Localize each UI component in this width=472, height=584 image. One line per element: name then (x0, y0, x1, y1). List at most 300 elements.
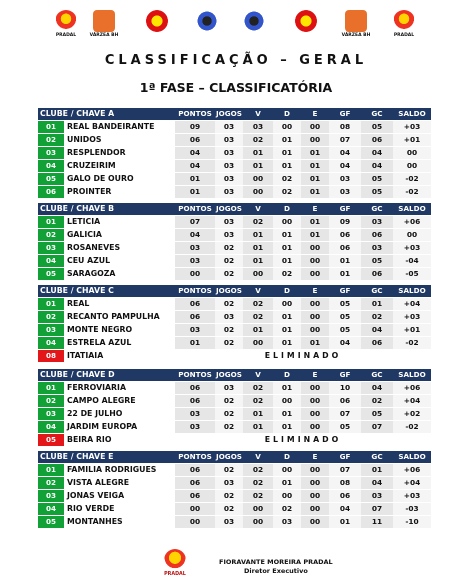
stat-cell: 03 (215, 229, 243, 242)
stat-cell: 03 (175, 255, 215, 268)
club-name: FAMILIA RODRIGUES (64, 464, 175, 477)
club-name: RESPLENDOR (64, 147, 175, 160)
stat-cell: 06 (175, 490, 215, 503)
stat-cell: 01 (301, 160, 329, 173)
stat-cell: 01 (273, 134, 301, 147)
stat-cell: 06 (175, 311, 215, 324)
group-table (38, 285, 431, 363)
group-title: CLUBE / CHAVE D (38, 369, 175, 382)
stat-cell: 03 (243, 121, 273, 134)
sponsor-logo-caption: PRADAL (55, 33, 77, 38)
stat-cell: 03 (175, 242, 215, 255)
stat-cell: 01 (273, 477, 301, 490)
stat-cell: 07 (361, 421, 393, 434)
stat-cell: 00 (273, 298, 301, 311)
sponsor-logo-caption: PRADAL (393, 33, 415, 38)
group-title: CLUBE / CHAVE E (38, 451, 175, 464)
table-row (38, 311, 431, 324)
club-name: REAL (64, 298, 175, 311)
stat-cell: 02 (215, 421, 243, 434)
stat-cell: 04 (175, 229, 215, 242)
stat-cell: 01 (301, 147, 329, 160)
club-name: ESTRELA AZUL (64, 337, 175, 350)
stat-cell: +03 (393, 311, 431, 324)
stat-cell: 03 (329, 173, 361, 186)
stat-cell: 02 (273, 503, 301, 516)
stat-cell: 07 (361, 503, 393, 516)
group-table (38, 451, 431, 529)
position-cell: 05 (38, 434, 64, 447)
table-row (38, 186, 431, 199)
stat-cell: 00 (393, 160, 431, 173)
column-header: GF (329, 285, 361, 298)
table-row (38, 324, 431, 337)
sponsor-logo-caption: VÁRZEA BH (89, 33, 119, 38)
table-row (38, 229, 431, 242)
stat-cell: 06 (175, 477, 215, 490)
column-header: E (301, 203, 329, 216)
stat-cell: -10 (393, 516, 431, 529)
position-cell: 04 (38, 160, 64, 173)
stat-cell: 03 (361, 242, 393, 255)
stat-cell: 00 (301, 490, 329, 503)
position-cell: 04 (38, 503, 64, 516)
table-row (38, 268, 431, 281)
stat-cell: 06 (329, 242, 361, 255)
stat-cell: 01 (301, 337, 329, 350)
stat-cell: 03 (215, 311, 243, 324)
sponsor-logo (193, 10, 221, 42)
stat-cell: 03 (215, 121, 243, 134)
stat-cell: 01 (273, 408, 301, 421)
stat-cell: 06 (361, 268, 393, 281)
table-row (38, 160, 431, 173)
stat-cell: +03 (393, 490, 431, 503)
position-cell: 02 (38, 311, 64, 324)
stat-cell: 01 (301, 173, 329, 186)
table-row (38, 216, 431, 229)
table-row (38, 255, 431, 268)
group-title: CLUBE / CHAVE B (38, 203, 175, 216)
stat-cell: +01 (393, 324, 431, 337)
stat-cell: 03 (361, 216, 393, 229)
position-cell: 01 (38, 464, 64, 477)
position-cell: 04 (38, 337, 64, 350)
stat-cell: 07 (329, 408, 361, 421)
club-name: MONTANHES (64, 516, 175, 529)
stat-cell: 00 (301, 516, 329, 529)
stat-cell: 00 (243, 337, 273, 350)
stat-cell: 03 (215, 134, 243, 147)
group-header-row (38, 203, 431, 216)
stat-cell: 00 (301, 311, 329, 324)
stat-cell: -02 (393, 186, 431, 199)
stat-cell: 06 (175, 382, 215, 395)
stat-cell: 06 (175, 134, 215, 147)
stat-cell: 05 (361, 173, 393, 186)
stat-cell: 01 (175, 186, 215, 199)
pradal-ball-icon (164, 549, 186, 571)
position-cell: 08 (38, 350, 64, 363)
stat-cell: 05 (329, 324, 361, 337)
club-name: CEU AZUL (64, 255, 175, 268)
stat-cell: -04 (393, 255, 431, 268)
column-header: JOGOS (215, 369, 243, 382)
stat-cell: 01 (243, 147, 273, 160)
stat-cell: 00 (301, 324, 329, 337)
stat-cell: 06 (175, 464, 215, 477)
column-header: E (301, 369, 329, 382)
column-header: PONTOS (175, 369, 215, 382)
position-cell: 01 (38, 121, 64, 134)
column-header: V (243, 108, 273, 121)
stat-cell: 00 (301, 121, 329, 134)
column-header: GC (361, 369, 393, 382)
stat-cell: 03 (175, 421, 215, 434)
club-name: PROINTER (64, 186, 175, 199)
table-row (38, 395, 431, 408)
stat-cell: 05 (361, 121, 393, 134)
stat-cell: 03 (215, 216, 243, 229)
group-table (38, 108, 431, 199)
stat-cell: 00 (243, 173, 273, 186)
table-row (38, 134, 431, 147)
stat-cell: 00 (301, 134, 329, 147)
table-row (38, 242, 431, 255)
club-name: BEIRA RIO (64, 434, 175, 447)
eliminated-label: ELIMINADO (175, 350, 431, 363)
table-row (38, 408, 431, 421)
club-name: RIO VERDE (64, 503, 175, 516)
column-header: PONTOS (175, 203, 215, 216)
stat-cell: 03 (215, 477, 243, 490)
stat-cell: +06 (393, 382, 431, 395)
group-header-row (38, 108, 431, 121)
sponsor-logo (52, 10, 80, 42)
stat-cell: 02 (215, 242, 243, 255)
liga-crest-icon (146, 10, 168, 32)
stat-cell: 01 (301, 186, 329, 199)
column-header: GF (329, 203, 361, 216)
position-cell: 02 (38, 134, 64, 147)
stat-cell: 00 (273, 216, 301, 229)
signature-role: Diretor Executivo (244, 567, 308, 575)
stat-cell: 06 (329, 490, 361, 503)
stat-cell: 00 (393, 147, 431, 160)
club-name: ROSANEVES (64, 242, 175, 255)
sponsor-logo-caption: VÁRZEA BH (341, 33, 371, 38)
stat-cell: 00 (301, 382, 329, 395)
stat-cell: 01 (301, 229, 329, 242)
stat-cell: 02 (215, 298, 243, 311)
stat-cell: 02 (243, 477, 273, 490)
phase-subtitle: 1ª FASE – CLASSIFICATÓRIA (139, 80, 333, 95)
stat-cell: 03 (215, 382, 243, 395)
stat-cell: 07 (175, 216, 215, 229)
stat-cell: 01 (273, 147, 301, 160)
stat-cell: 00 (273, 121, 301, 134)
stat-cell: 01 (243, 229, 273, 242)
column-header: PONTOS (175, 451, 215, 464)
stat-cell: 04 (329, 160, 361, 173)
stat-cell: 03 (215, 186, 243, 199)
stat-cell: 01 (273, 382, 301, 395)
stat-cell: 01 (243, 408, 273, 421)
stat-cell: 01 (301, 216, 329, 229)
stat-cell: 05 (329, 311, 361, 324)
stat-cell: 00 (243, 516, 273, 529)
stat-cell: 01 (361, 464, 393, 477)
stat-cell: 02 (215, 464, 243, 477)
table-row (38, 490, 431, 503)
stat-cell: 05 (329, 421, 361, 434)
stat-cell: 02 (273, 186, 301, 199)
club-name: JARDIM EUROPA (64, 421, 175, 434)
liga-crest-icon (295, 10, 317, 32)
position-cell: 03 (38, 147, 64, 160)
stat-cell: 01 (329, 516, 361, 529)
stat-cell: +02 (393, 408, 431, 421)
stat-cell: +04 (393, 395, 431, 408)
sponsor-logos (0, 10, 472, 46)
stat-cell: 00 (301, 503, 329, 516)
stat-cell: 04 (361, 382, 393, 395)
stat-cell: 06 (361, 229, 393, 242)
club-name: GALO DE OURO (64, 173, 175, 186)
lion-crest-icon (196, 10, 218, 32)
column-header: E (301, 285, 329, 298)
column-header: SALDO (393, 108, 431, 121)
stat-cell: 00 (301, 408, 329, 421)
column-header: V (243, 203, 273, 216)
position-cell: 04 (38, 421, 64, 434)
stat-cell: 01 (273, 324, 301, 337)
position-cell: 02 (38, 395, 64, 408)
stat-cell: 07 (329, 464, 361, 477)
stat-cell: 00 (301, 464, 329, 477)
stat-cell: 01 (273, 242, 301, 255)
stat-cell: 00 (243, 503, 273, 516)
stat-cell: 02 (361, 311, 393, 324)
column-header: SALDO (393, 451, 431, 464)
column-header: SALDO (393, 369, 431, 382)
column-header: SALDO (393, 285, 431, 298)
group-header-row (38, 369, 431, 382)
group-table (38, 369, 431, 447)
club-name: CRUZEIRIM (64, 160, 175, 173)
club-name: JONAS VEIGA (64, 490, 175, 503)
table-row (38, 516, 431, 529)
stat-cell: 04 (361, 147, 393, 160)
stat-cell: 02 (243, 464, 273, 477)
stat-cell: 01 (243, 255, 273, 268)
column-header: GC (361, 285, 393, 298)
stat-cell: 01 (273, 311, 301, 324)
club-name: REAL BANDEIRANTE (64, 121, 175, 134)
stat-cell: 06 (329, 229, 361, 242)
stat-cell: 00 (273, 464, 301, 477)
stat-cell: 05 (361, 186, 393, 199)
stat-cell: 00 (175, 516, 215, 529)
stat-cell: 01 (273, 160, 301, 173)
stat-cell: 02 (215, 268, 243, 281)
stat-cell: 02 (215, 255, 243, 268)
table-row (38, 350, 431, 363)
stat-cell: 00 (393, 229, 431, 242)
column-header: D (273, 285, 301, 298)
stat-cell: +04 (393, 298, 431, 311)
position-cell: 05 (38, 268, 64, 281)
stat-cell: 06 (175, 395, 215, 408)
club-name: SARAGOZA (64, 268, 175, 281)
stat-cell: 02 (243, 298, 273, 311)
column-header: V (243, 451, 273, 464)
position-cell: 06 (38, 186, 64, 199)
stat-cell: 01 (329, 268, 361, 281)
stat-cell: 02 (273, 268, 301, 281)
column-header: JOGOS (215, 108, 243, 121)
column-header: JOGOS (215, 451, 243, 464)
stat-cell: 01 (273, 421, 301, 434)
column-header: V (243, 369, 273, 382)
sponsor-logo (292, 10, 320, 42)
footer-logo-caption: PRADAL (164, 572, 186, 577)
stat-cell: 02 (215, 503, 243, 516)
club-name: 22 DE JULHO (64, 408, 175, 421)
stat-cell: 03 (215, 160, 243, 173)
stat-cell: 02 (215, 490, 243, 503)
stat-cell: 02 (243, 134, 273, 147)
stat-cell: 02 (215, 324, 243, 337)
column-header: GF (329, 369, 361, 382)
stat-cell: 02 (273, 173, 301, 186)
stat-cell: 03 (215, 516, 243, 529)
table-row (38, 337, 431, 350)
stat-cell: 07 (329, 134, 361, 147)
club-name: CAMPO ALEGRE (64, 395, 175, 408)
column-header: GF (329, 108, 361, 121)
column-header: JOGOS (215, 203, 243, 216)
position-cell: 04 (38, 255, 64, 268)
stat-cell: 01 (273, 229, 301, 242)
column-header: E (301, 451, 329, 464)
stat-cell: +06 (393, 464, 431, 477)
stat-cell: 06 (175, 298, 215, 311)
stat-cell: -02 (393, 337, 431, 350)
stat-cell: 04 (361, 324, 393, 337)
stat-cell: 03 (175, 324, 215, 337)
table-row (38, 464, 431, 477)
position-cell: 05 (38, 173, 64, 186)
column-header: PONTOS (175, 108, 215, 121)
club-name: UNIDOS (64, 134, 175, 147)
column-header: D (273, 108, 301, 121)
stat-cell: 04 (175, 147, 215, 160)
stat-cell: 01 (361, 298, 393, 311)
stat-cell: 00 (301, 268, 329, 281)
position-cell: 01 (38, 382, 64, 395)
position-cell: 05 (38, 516, 64, 529)
table-row (38, 382, 431, 395)
stat-cell: 02 (243, 395, 273, 408)
position-cell: 02 (38, 229, 64, 242)
position-cell: 02 (38, 477, 64, 490)
stat-cell: 02 (215, 395, 243, 408)
stat-cell: 00 (243, 268, 273, 281)
stat-cell: 02 (243, 490, 273, 503)
stat-cell: 09 (329, 216, 361, 229)
group-header-row (38, 451, 431, 464)
stat-cell: 05 (361, 408, 393, 421)
page-title: CLASSIFICAÇÃO – GERAL (104, 53, 368, 68)
club-name: RECANTO PAMPULHA (64, 311, 175, 324)
stat-cell: 02 (215, 337, 243, 350)
stat-cell: 00 (175, 503, 215, 516)
stat-cell: 04 (361, 160, 393, 173)
position-cell: 03 (38, 408, 64, 421)
stat-cell: 04 (329, 147, 361, 160)
stat-cell: 04 (329, 503, 361, 516)
stat-cell: 04 (329, 337, 361, 350)
stat-cell: 03 (215, 147, 243, 160)
column-header: D (273, 369, 301, 382)
stat-cell: 00 (301, 421, 329, 434)
stat-cell: 03 (361, 490, 393, 503)
stat-cell: 01 (243, 160, 273, 173)
table-row (38, 121, 431, 134)
stat-cell: 11 (361, 516, 393, 529)
stat-cell: -03 (393, 503, 431, 516)
stat-cell: 00 (273, 490, 301, 503)
column-header: E (301, 108, 329, 121)
table-row (38, 298, 431, 311)
position-cell: 01 (38, 298, 64, 311)
table-row (38, 173, 431, 186)
stat-cell: 00 (301, 477, 329, 490)
sponsor-logo (240, 10, 268, 42)
group-title: CLUBE / CHAVE A (38, 108, 175, 121)
varzea-shield-icon (93, 10, 115, 32)
stat-cell: +04 (393, 477, 431, 490)
position-cell: 01 (38, 216, 64, 229)
stat-cell: 02 (243, 382, 273, 395)
stat-cell: -02 (393, 173, 431, 186)
stat-cell: +06 (393, 216, 431, 229)
stat-cell: +03 (393, 242, 431, 255)
stat-cell: 01 (329, 255, 361, 268)
stat-cell: 02 (243, 216, 273, 229)
column-header: GC (361, 203, 393, 216)
stat-cell: 00 (301, 395, 329, 408)
sponsor-logo (390, 10, 418, 42)
stat-cell: 00 (273, 395, 301, 408)
table-row (38, 421, 431, 434)
footer-logo (160, 549, 190, 577)
stat-cell: 01 (175, 337, 215, 350)
stat-cell: 05 (361, 255, 393, 268)
footer (0, 547, 472, 581)
column-header: GC (361, 451, 393, 464)
table-row (38, 477, 431, 490)
stat-cell: 03 (273, 516, 301, 529)
stat-cell: 03 (215, 173, 243, 186)
group-table (38, 203, 431, 281)
eliminated-label: ELIMINADO (175, 434, 431, 447)
stat-cell: 10 (329, 382, 361, 395)
stat-cell: 05 (329, 298, 361, 311)
stat-cell: 08 (329, 477, 361, 490)
club-name: ITATIAIA (64, 350, 175, 363)
